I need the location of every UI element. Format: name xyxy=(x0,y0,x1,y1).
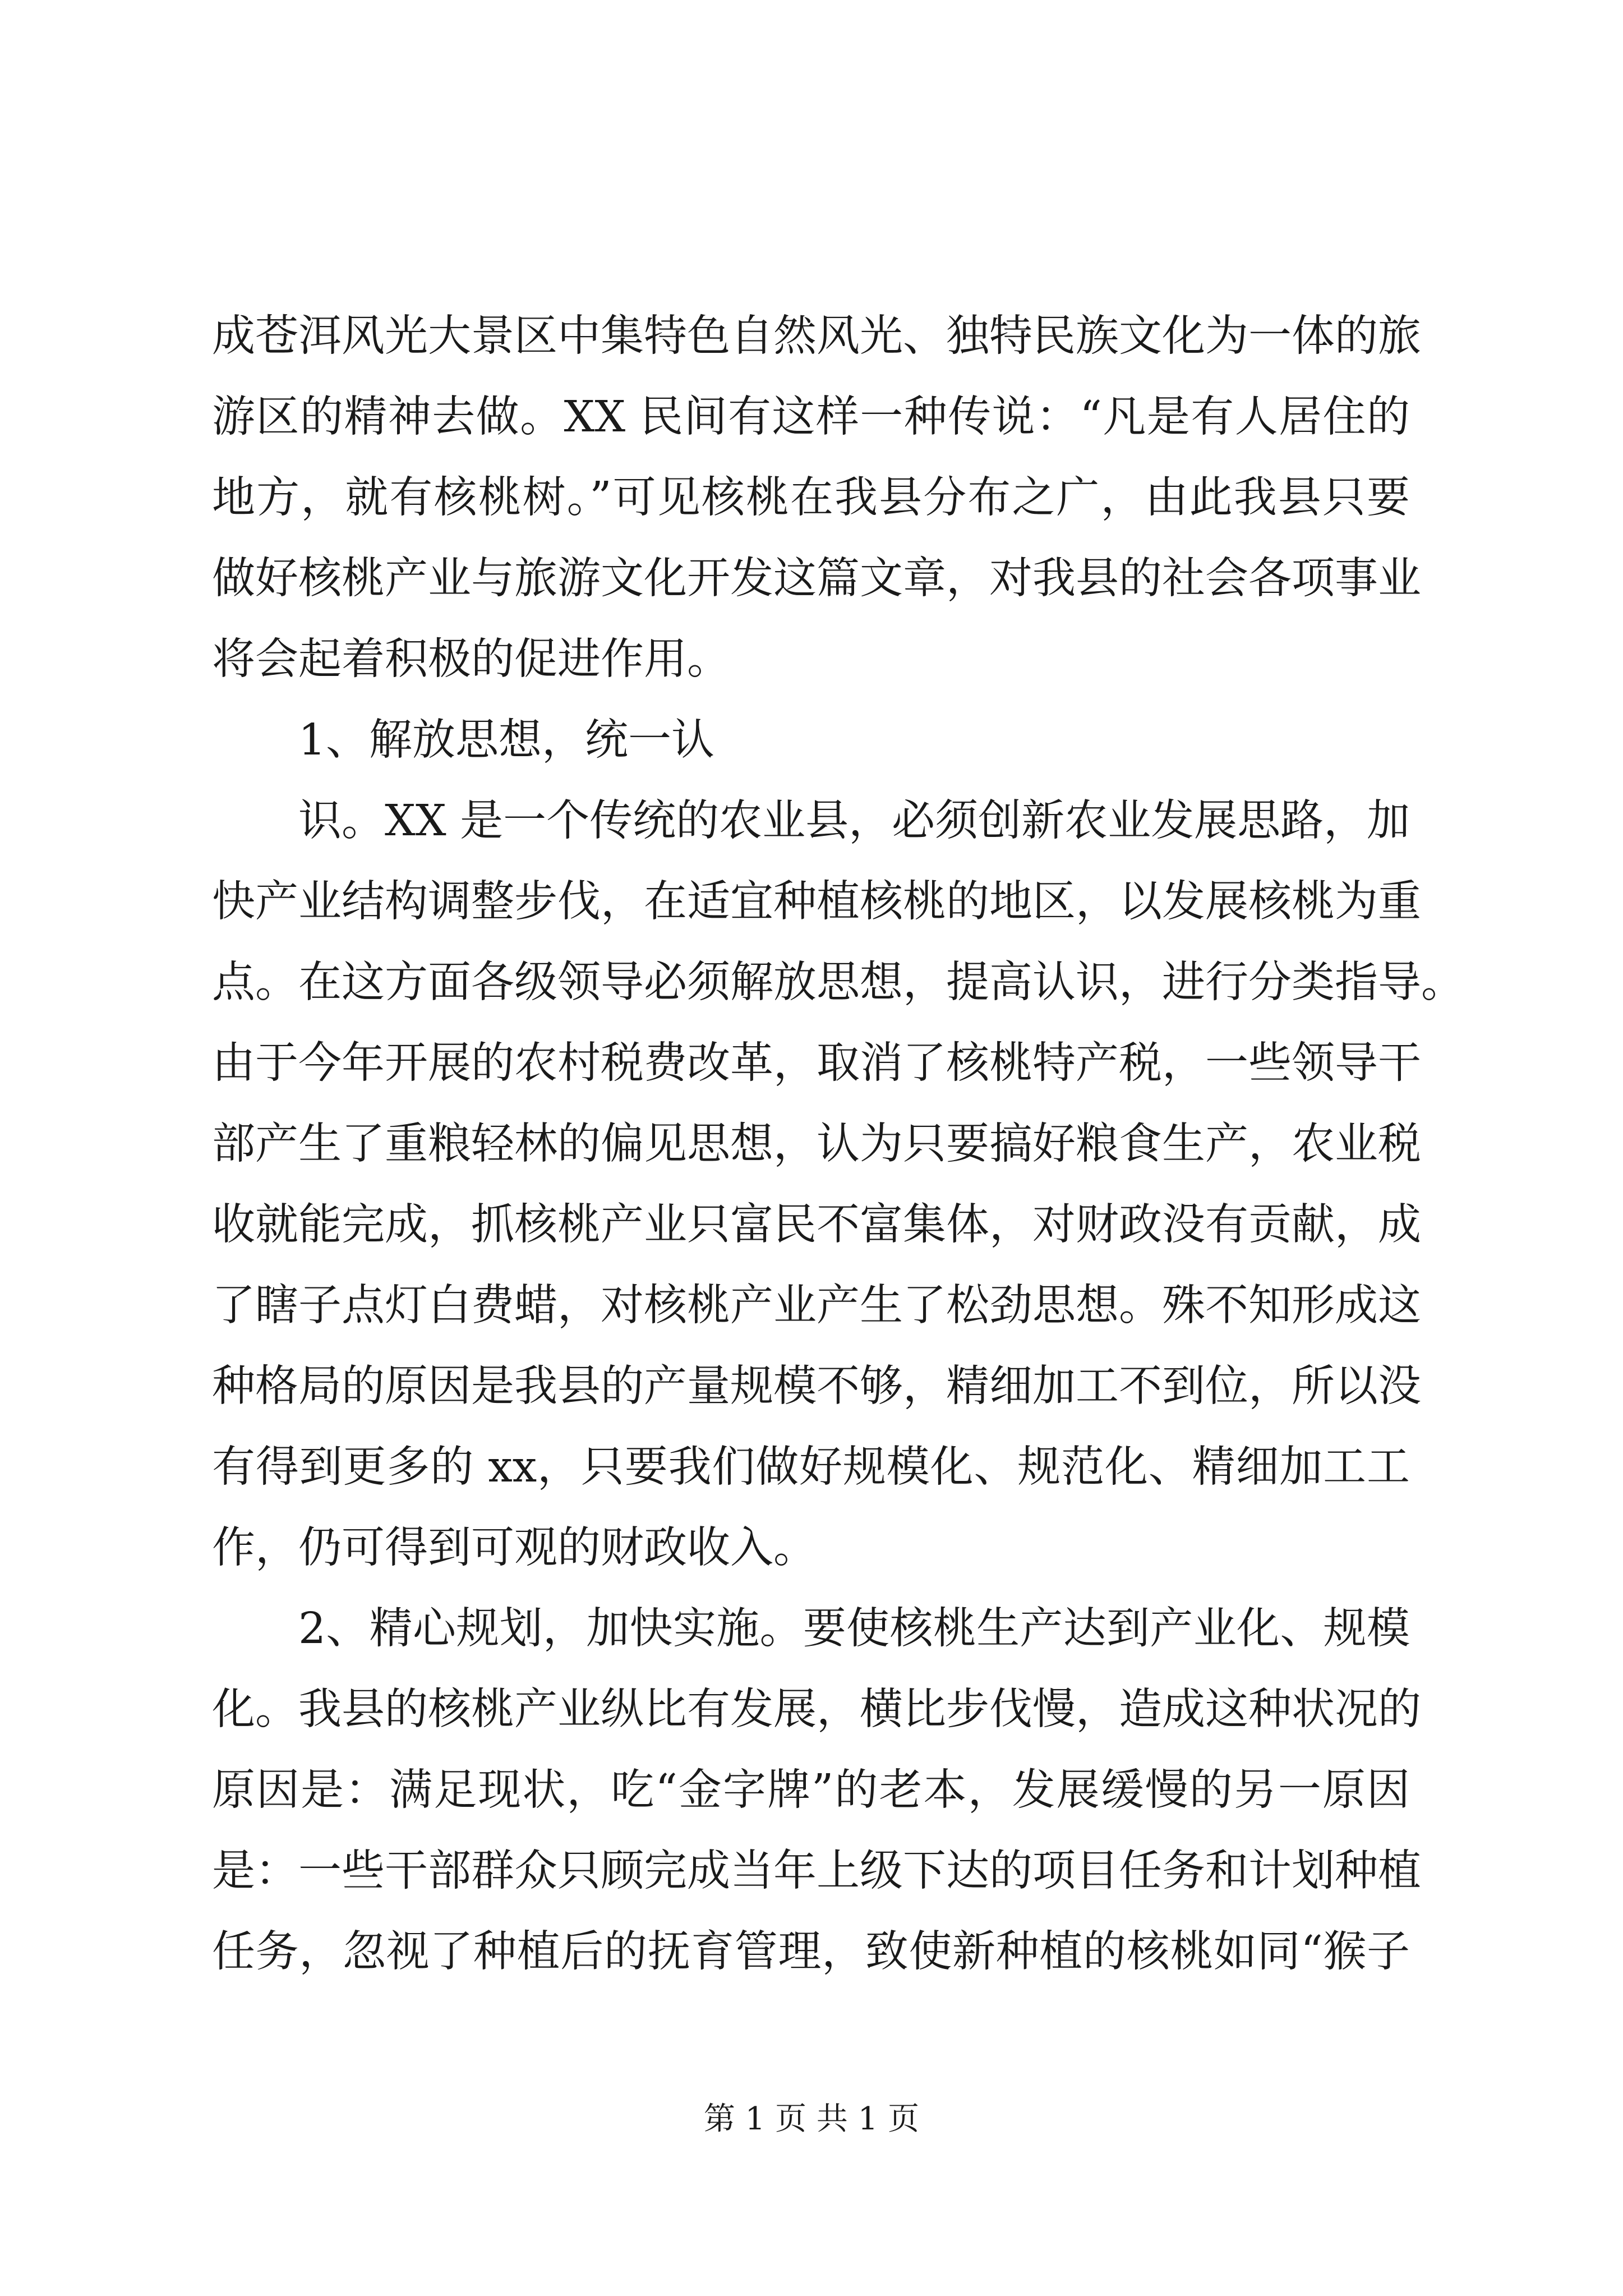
text-line: 游区的精神去做。XX 民间有这样一种传说：“凡是有人居住的 xyxy=(212,392,1410,442)
text-line: 1、解放思想，统一认 xyxy=(298,715,714,765)
text-line: 是：一些干部群众只顾完成当年上级下达的项目任务和计划种植 xyxy=(212,1846,1421,1896)
text-line: 收就能完成，抓核桃产业只富民不富集体，对财政没有贡献，成 xyxy=(212,1200,1421,1250)
text-line: 原因是：满足现状，吃“金字牌”的老本，发展缓慢的另一原因 xyxy=(212,1765,1410,1815)
text-line: 种格局的原因是我县的产量规模不够，精细加工不到位，所以没 xyxy=(212,1361,1421,1411)
text-line: 部产生了重粮轻林的偏见思想，认为只要搞好粮食生产，农业税 xyxy=(212,1119,1421,1169)
text-line: 由于今年开展的农村税费改革，取消了核桃特产税，一些领导干 xyxy=(212,1038,1421,1088)
text-line: 点。在这方面各级领导必须解放思想，提高认识，进行分类指导。 xyxy=(212,958,1464,1007)
text-line: 快产业结构调整步伐，在适宜种植核桃的地区，以发展核桃为重 xyxy=(212,877,1421,927)
text-line: 地方，就有核桃树。”可见核桃在我县分布之广，由此我县只要 xyxy=(212,473,1410,523)
text-line: 化。我县的核桃产业纵比有发展，横比步伐慢，造成这种状况的 xyxy=(212,1685,1421,1734)
text-line: 作，仍可得到可观的财政收入。 xyxy=(212,1523,817,1573)
text-line: 了瞎子点灯白费蜡，对核桃产业产生了松劲思想。殊不知形成这 xyxy=(212,1281,1421,1331)
text-line: 成苍洱风光大景区中集特色自然风光、独特民族文化为一体的旅 xyxy=(212,311,1421,361)
page-footer: 第 1 页 共 1 页 xyxy=(703,2101,920,2137)
text-line: 识。XX 是一个传统的农业县，必须创新农业发展思路，加 xyxy=(298,796,1410,846)
text-line: 有得到更多的 xx，只要我们做好规模化、规范化、精细加工工 xyxy=(212,1442,1410,1492)
text-line: 2、精心规划，加快实施。要使核桃生产达到产业化、规模 xyxy=(298,1604,1410,1654)
document-body xyxy=(212,296,1464,1993)
text-line: 做好核桃产业与旅游文化开发这篇文章，对我县的社会各项事业 xyxy=(212,554,1421,604)
text-line: 将会起着积极的促进作用。 xyxy=(212,634,730,684)
text-line: 任务，忽视了种植后的抚育管理，致使新种植的核桃如同“猴子 xyxy=(212,1927,1410,1977)
